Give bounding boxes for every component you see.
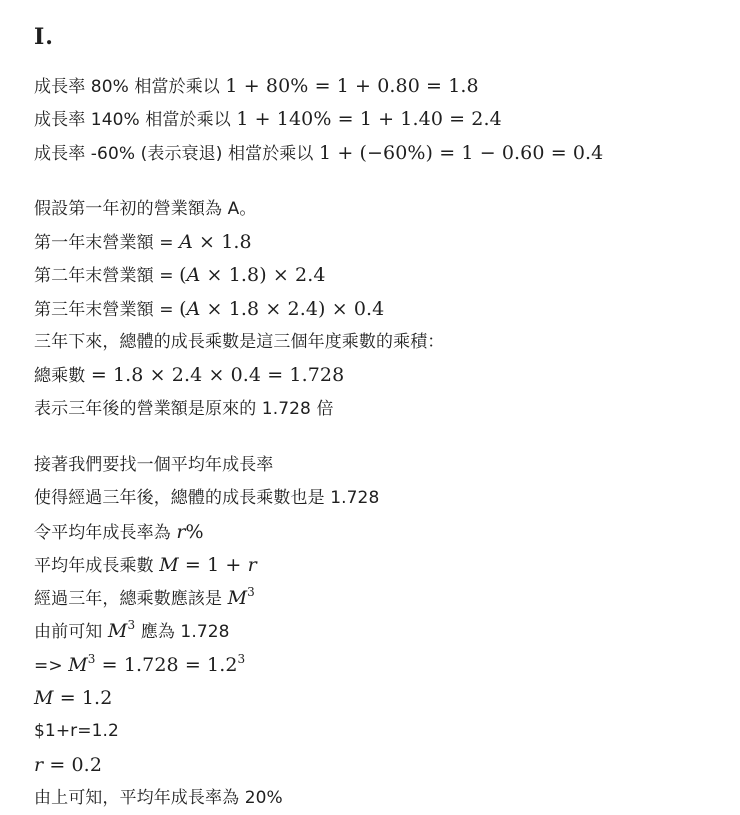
exponent: 3	[87, 651, 96, 666]
revenue-section	[34, 193, 714, 426]
three-year-line	[34, 582, 714, 615]
line-text: 成長率 140% 相當於乘以	[34, 110, 237, 131]
math-expression	[159, 554, 257, 576]
goal-line: 接著我們要找一個平均年成長率	[34, 454, 274, 475]
growth-rate-line-1	[34, 70, 714, 103]
variable-m: M	[68, 653, 88, 676]
percent-sign: %	[185, 520, 204, 543]
equation-line	[34, 649, 714, 682]
variable-r: r	[176, 520, 186, 543]
math-expression: 1 + 140% = 1 + 1.40 = 2.4	[236, 108, 502, 131]
line-text: 由前可知	[34, 622, 108, 643]
multiplier-section	[34, 70, 714, 170]
assumption-line: 假設第一年初的營業額為 A。	[34, 198, 257, 219]
line-text: 總乘數	[34, 366, 91, 387]
math-expression	[179, 298, 384, 320]
line-text: 成長率 -60% (表示衰退) 相當於乘以	[34, 143, 319, 164]
math-expression	[108, 620, 135, 642]
math-expression	[179, 264, 326, 286]
math-expression	[34, 687, 112, 709]
line-text: 第一年末營業額 =	[34, 233, 180, 254]
math-rest: = 1 +	[178, 553, 248, 576]
line-text: 經過三年，總乘數應該是	[34, 589, 228, 610]
document	[34, 22, 714, 815]
variable-m: M	[107, 620, 128, 643]
math-rest: = 1.728 = 1.2	[95, 653, 238, 676]
math-expression	[34, 754, 102, 776]
line-text: 第二年末營業額 =	[34, 266, 180, 287]
raw-latex-line: $1+r=1.2	[34, 721, 119, 742]
product-explanation-line: 三年下來，總體的成長乘數是這三個年度乘數的乘積：	[34, 332, 445, 353]
variable-m: M	[159, 553, 179, 576]
math-rest: × 1.8	[192, 231, 252, 254]
growth-rate-line-3	[34, 137, 714, 170]
goal-detail-line: 使得經過三年後，總體的成長乘數也是 1.728	[34, 488, 380, 509]
line-text: 平均年成長乘數	[34, 555, 160, 576]
conclusion-line: 由上可知，平均年成長率為 20%	[34, 787, 283, 808]
variable-m: M	[34, 687, 54, 710]
result-line: 表示三年後的營業額是原來的 1.728 倍	[34, 398, 334, 419]
line-text: 第三年末營業額 =	[34, 299, 180, 320]
define-r-line	[34, 516, 714, 549]
average-rate-section	[34, 449, 714, 815]
exponent: 3	[237, 651, 246, 666]
define-m-line	[34, 549, 714, 582]
variable-m: M	[227, 587, 248, 610]
known-value-line	[34, 615, 714, 648]
r-value-line	[34, 749, 714, 782]
variable-r: r	[247, 553, 257, 576]
math-expression	[176, 521, 203, 543]
variable-a: A	[186, 297, 201, 320]
year2-revenue-line	[34, 259, 714, 292]
math-rest: = 1.2	[53, 687, 113, 710]
variable-a: A	[179, 231, 193, 254]
math-expression	[228, 587, 255, 609]
math-expression: 1 + 80% = 1 + 0.80 = 1.8	[225, 75, 479, 97]
math-expression: 1 + (−60%) = 1 − 0.60 = 0.4	[319, 141, 604, 164]
arrow: =>	[34, 655, 69, 676]
exponent: 3	[127, 618, 136, 633]
line-text: 成長率 80% 相當於乘以	[34, 77, 226, 97]
total-multiplier-line	[34, 359, 714, 392]
math-rest: × 1.8) × 2.4	[200, 264, 326, 287]
math-rest: = 0.2	[43, 753, 103, 776]
math-rest: × 1.8 × 2.4) × 0.4	[200, 297, 385, 320]
math-expression: = 1.8 × 2.4 × 0.4 = 1.728	[90, 364, 345, 387]
math-expression	[179, 231, 252, 253]
variable-r: r	[34, 753, 44, 776]
math-expression	[68, 651, 246, 676]
open-paren: (	[179, 264, 187, 287]
year1-revenue-line	[34, 226, 714, 259]
section-heading: I.	[34, 24, 54, 50]
open-paren: (	[179, 297, 187, 320]
growth-rate-line-2	[34, 103, 714, 136]
m-value-line	[34, 682, 714, 715]
line-text: 令平均年成長率為	[34, 522, 177, 543]
line-text: 應為 1.728	[135, 622, 230, 643]
variable-a: A	[186, 264, 201, 287]
year3-revenue-line	[34, 293, 714, 326]
exponent: 3	[247, 585, 255, 600]
